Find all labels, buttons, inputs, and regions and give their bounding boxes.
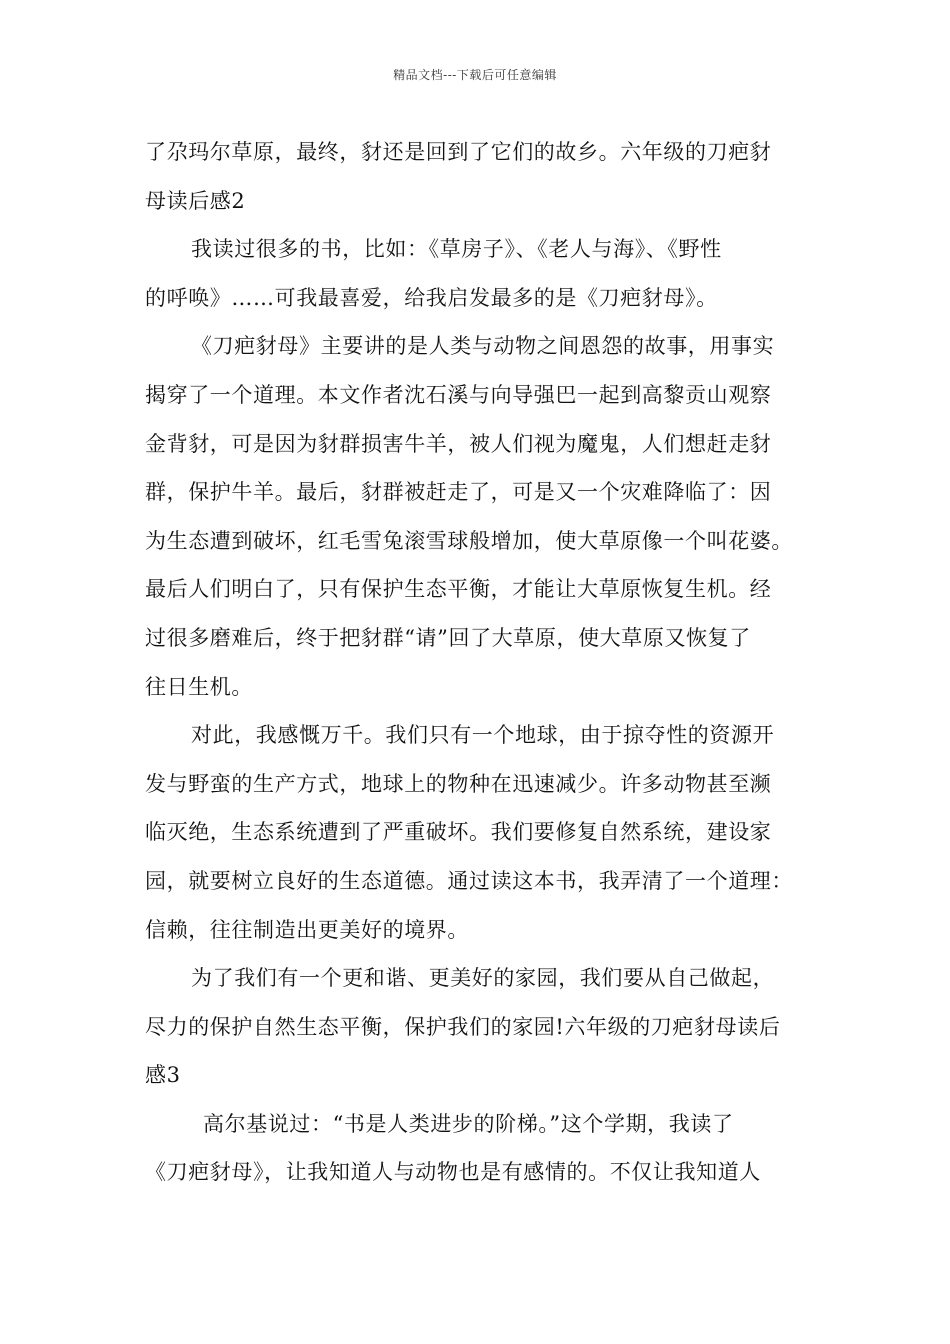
paragraph-start-line: 对此，我感慨万千。我们只有一个地球，由于掠夺性的资源开 — [191, 723, 775, 748]
text-line: 的呼唤》……可我最喜爱，给我启发最多的是《刀疤豺母》。 — [145, 285, 718, 310]
text-line: 感3 — [145, 1063, 181, 1088]
page-header-watermark: 精品文档---下载后可任意编辑 — [393, 68, 557, 82]
text-line: 为生态遭到破坏，红毛雪兔滚雪球般增加，使大草原像一个叫花婆。 — [145, 528, 793, 553]
text-line: 发与野蛮的生产方式，地球上的物种在迅速减少。许多动物甚至濒 — [145, 771, 772, 796]
paragraph-start-line: 《刀疤豺母》主要讲的是人类与动物之间恩怨的故事，用事实 — [191, 334, 775, 359]
text-line: 金背豺，可是因为豺群损害牛羊，被人们视为魔鬼，人们想赶走豺 — [145, 431, 772, 456]
paragraph-start-line: 为了我们有一个更和谐、更美好的家园，我们要从自己做起， — [191, 966, 775, 991]
text-line: 往日生机。 — [145, 674, 253, 699]
text-line: 群，保护牛羊。最后，豺群被赶走了，可是又一个灾难降临了：因 — [145, 480, 772, 505]
document-body — [145, 132, 815, 1201]
text-line: 了尕玛尔草原，最终，豺还是回到了它们的故乡。六年级的刀疤豺 — [145, 140, 772, 164]
text-line: 过很多磨难后，终于把豺群“请”回了大草原，使大草原又恢复了 — [145, 625, 751, 650]
text-line: 最后人们明白了，只有保护生态平衡，才能让大草原恢复生机。经 — [145, 577, 772, 602]
text-line: 信赖，往往制造出更美好的境界。 — [145, 917, 469, 942]
text-line: 园，就要树立良好的生态道德。通过读这本书，我弄清了一个道理： — [145, 868, 793, 893]
paragraph-start-line: 我读过很多的书，比如：《草房子》、《老人与海》、《野性 — [191, 237, 722, 262]
text-line: 《刀疤豺母》，让我知道人与动物也是有感情的。不仅让我知道人 — [145, 1160, 761, 1185]
text-line: 临灭绝，生态系统遭到了严重破坏。我们要修复自然系统，建设家 — [145, 820, 772, 845]
paragraph-start-line: 高尔基说过：“书是人类进步的阶梯。”这个学期，我读了 — [203, 1111, 734, 1136]
text-line: 尽力的保护自然生态平衡，保护我们的家园!六年级的刀疤豺母读后 — [145, 1014, 781, 1039]
text-line: 母读后感2 — [145, 188, 246, 213]
text-line: 揭穿了一个道理。本文作者沈石溪与向导强巴一起到高黎贡山观察 — [145, 382, 772, 407]
